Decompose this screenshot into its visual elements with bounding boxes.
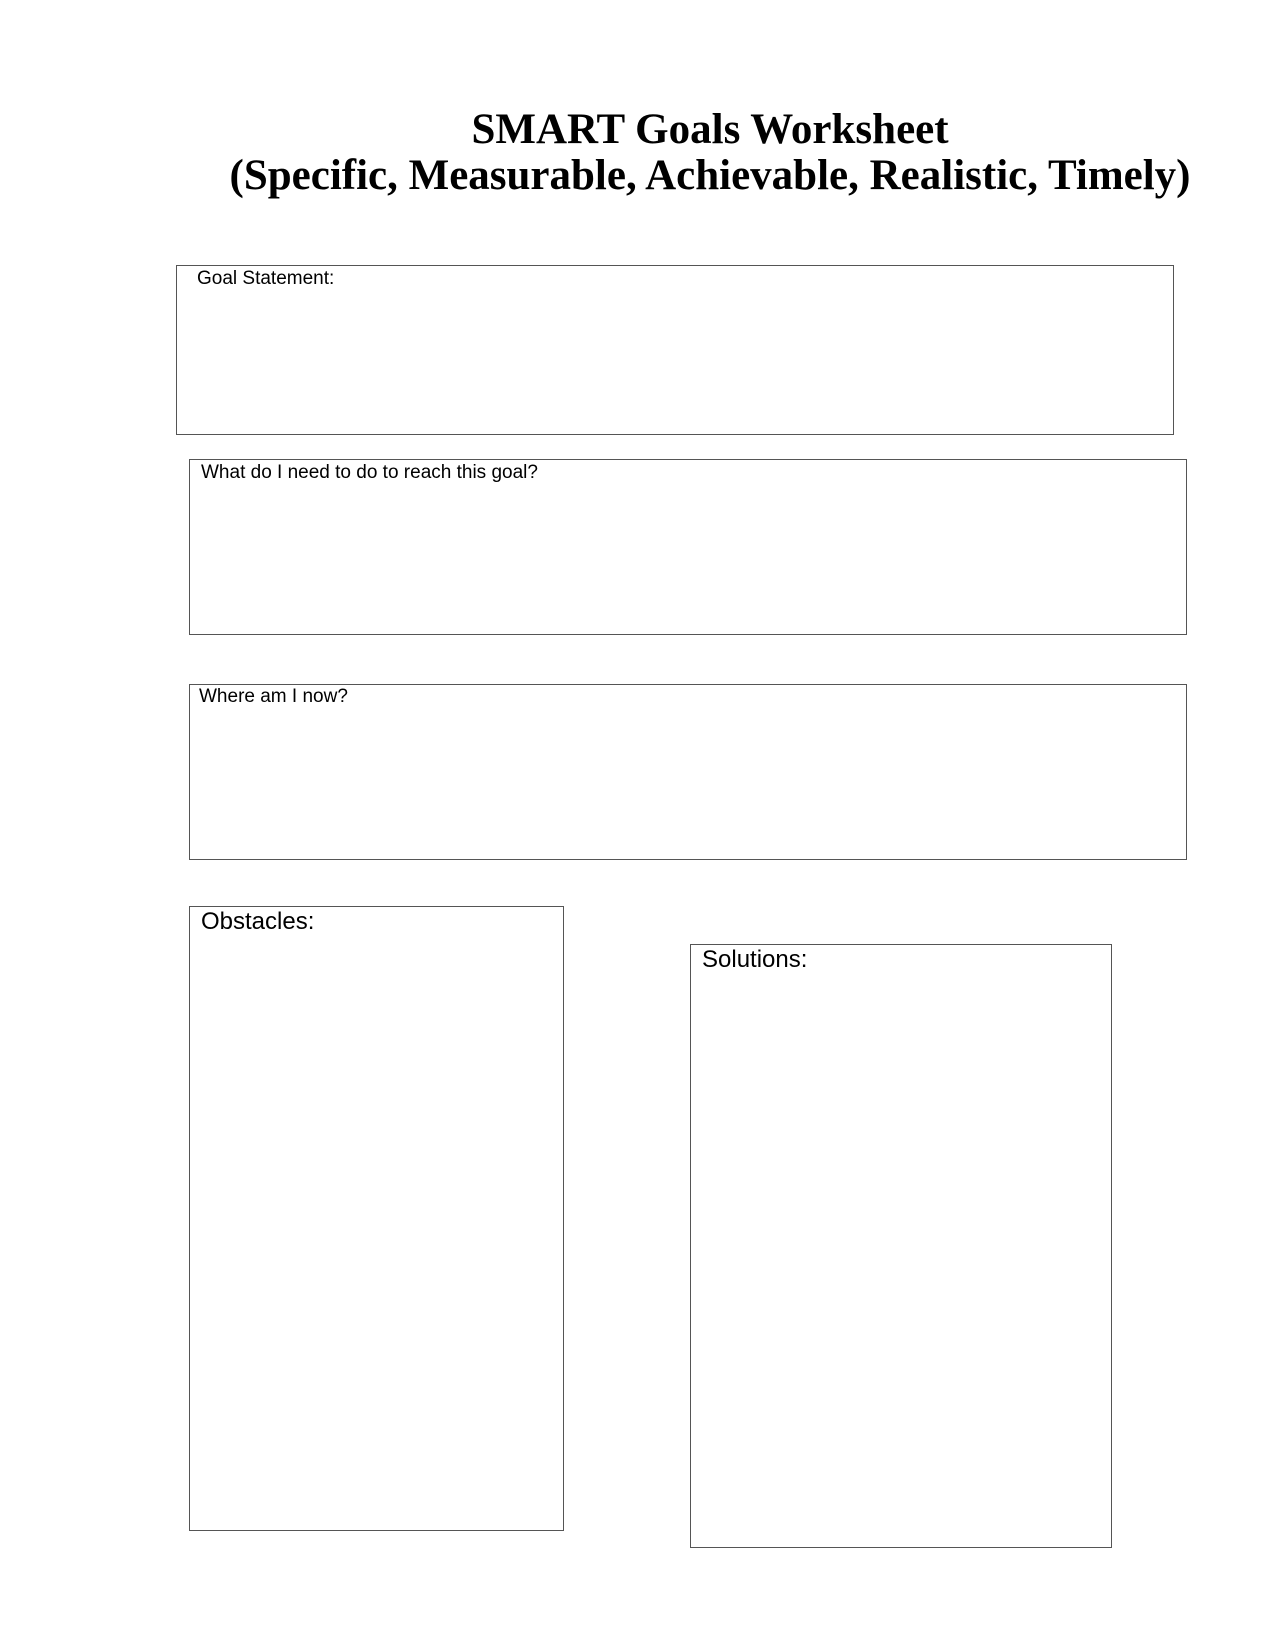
steps-to-goal-label: What do I need to do to reach this goal? xyxy=(201,462,538,483)
current-status-box[interactable] xyxy=(189,684,1187,860)
goal-statement-label: Goal Statement: xyxy=(197,268,335,289)
solutions-label: Solutions: xyxy=(702,946,808,973)
goal-statement-box[interactable] xyxy=(176,265,1174,435)
current-status-label: Where am I now? xyxy=(199,686,348,707)
obstacles-label: Obstacles: xyxy=(201,908,315,935)
obstacles-box[interactable] xyxy=(189,906,564,1531)
solutions-box[interactable] xyxy=(690,944,1112,1548)
worksheet-subtitle: (Specific, Measurable, Achievable, Realistic, Timely) xyxy=(229,152,1191,199)
steps-to-goal-box[interactable] xyxy=(189,459,1187,635)
worksheet-title: SMART Goals Worksheet xyxy=(471,106,949,153)
